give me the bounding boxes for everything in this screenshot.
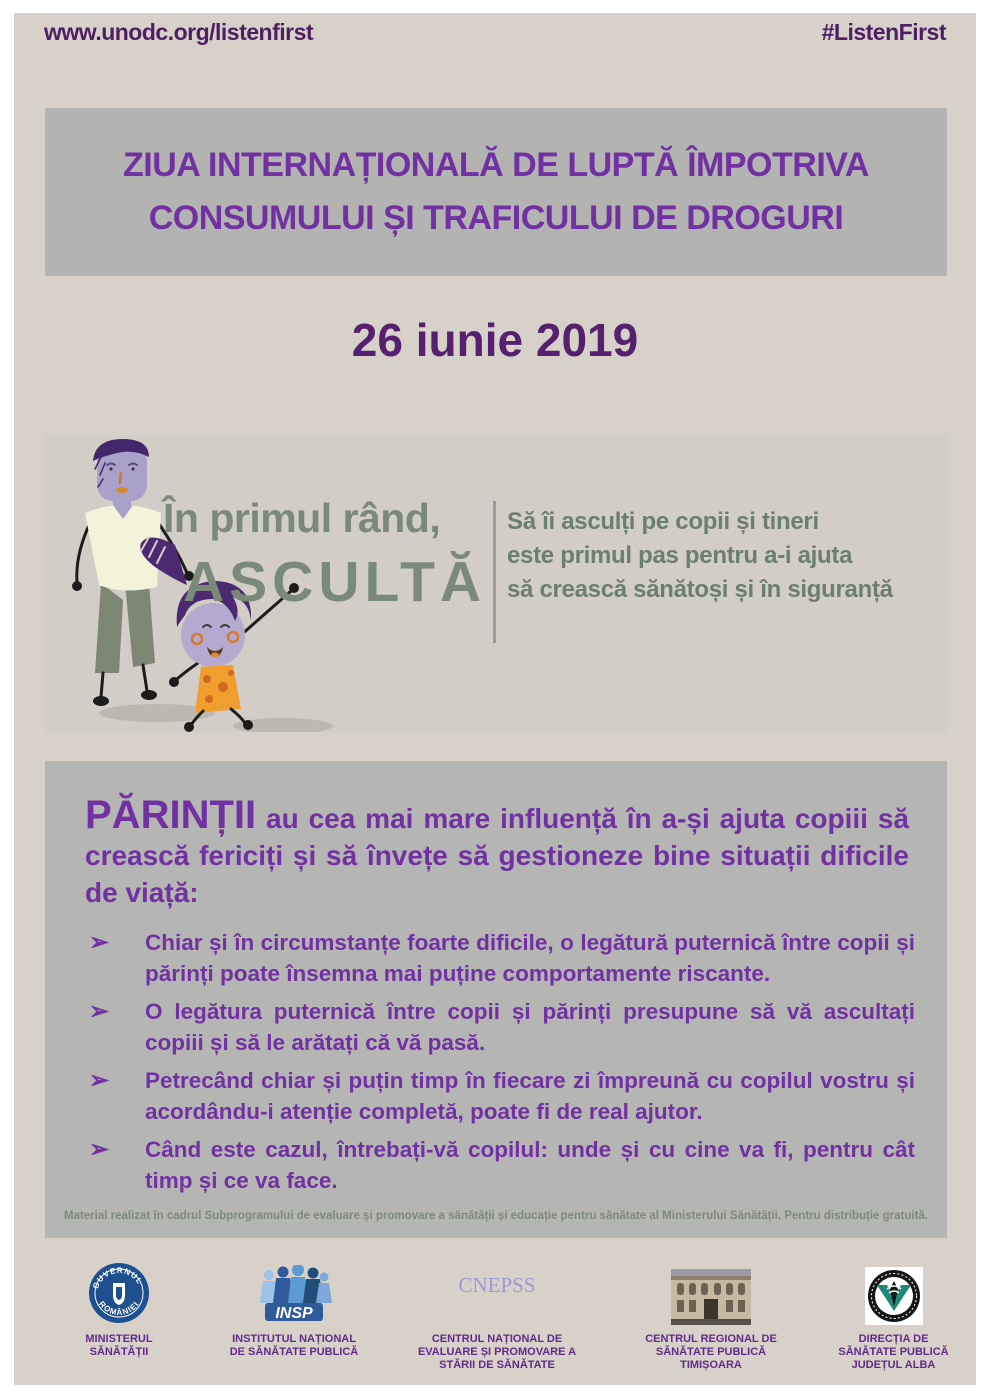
- logo-label-line: EVALUARE ȘI PROMOVARE A: [417, 1346, 577, 1358]
- poster-canvas: [14, 13, 976, 1385]
- logo-label-line: INSTITUTUL NAȚIONAL: [232, 1333, 356, 1345]
- distribution-note: Material realizat în cadrul Subprogramului de evaluare și promovare a sănătății și educație pentru sănătate al Ministerului Sănătății. Pentru distribuție gratuită.: [63, 1210, 928, 1222]
- logo-label-line: DIRECȚIA DE: [858, 1333, 929, 1345]
- logo-label-line: MINISTERUL: [85, 1333, 153, 1345]
- svg-text:ROMÂNIEI: ROMÂNIEI: [97, 1299, 142, 1318]
- logo-label-line: STĂRII DE SĂNĂTATE: [439, 1359, 555, 1371]
- logo-insp: [204, 1265, 384, 1359]
- logo-label-line: SĂNĂTĂȚII: [89, 1346, 149, 1358]
- listen-first-banner: [45, 435, 947, 732]
- arrow-bullet-icon: ➢: [89, 1067, 110, 1094]
- logo-label-line: SĂNĂTATE PUBLICĂ: [655, 1346, 767, 1358]
- poster-title-line1: ZIUA INTERNAȚIONALĂ DE LUPTĂ ÎMPOTRIVA: [123, 146, 869, 184]
- poster-title-line2: CONSUMULUI ȘI TRAFICULUI DE DROGURI: [148, 199, 844, 237]
- lead-paragraph: [85, 793, 909, 911]
- unodc-url: www.unodc.org/listenfirst: [44, 19, 314, 45]
- svg-text:INSP: INSP: [275, 1305, 313, 1322]
- dsp-alba-seal-icon: [865, 1267, 923, 1325]
- hashtag: #ListenFirst: [821, 19, 946, 45]
- insp-people-logo-icon: [251, 1265, 337, 1325]
- banner-caption: [507, 505, 893, 607]
- logo-crsp-timisoara: [616, 1265, 806, 1372]
- logo-label-line: CENTRUL NAȚIONAL DE: [431, 1333, 563, 1345]
- caption-line: să crească sănătoși și în siguranță: [507, 576, 893, 603]
- header-bar: [44, 19, 946, 46]
- bullet-text: O legătura puternică între copii și părinți presupune să vă ascultați copiii și să le arătați că vă pasă.: [145, 999, 915, 1055]
- bullet-text: Când este cazul, întrebați-vă copilul: unde și cu cine va fi, pentru cât timp și ce va face.: [145, 1137, 915, 1193]
- parents-advice-box: [45, 761, 947, 1238]
- logo-label-line: DE SĂNĂTATE PUBLICĂ: [229, 1346, 359, 1358]
- logo-cnepss: [402, 1265, 592, 1372]
- caption-line: este primul pas pentru a-i ajuta: [507, 542, 853, 569]
- lead-rest: au cea mai mare influență în a-și ajuta copiii să crească fericiți și să învețe să gestioneze bine situații dificile de viață:: [85, 803, 909, 908]
- logo-label-line: CENTRUL REGIONAL DE: [645, 1333, 777, 1345]
- list-item: [85, 1065, 915, 1127]
- slogan-line1: În primul rând,: [163, 495, 441, 541]
- svg-text:GUVERNUL: GUVERNUL: [91, 1265, 145, 1291]
- bullet-text: Petrecând chiar și puțin timp în fiecare zi împreună cu copilul vostru și acordându-i atenție completă, poate fi de real ajutor.: [145, 1068, 915, 1124]
- list-item: [85, 927, 915, 989]
- list-item: [85, 1134, 915, 1196]
- vertical-divider: [493, 501, 496, 643]
- event-date: 26 iunie 2019: [351, 314, 639, 366]
- advice-list: [85, 927, 915, 1203]
- title-box: [45, 108, 947, 276]
- logo-ministerul-sanatatii: [54, 1265, 184, 1359]
- logo-label-line: SĂNĂTATE PUBLICĂ: [838, 1346, 949, 1358]
- logo-dsp-alba: [806, 1265, 981, 1372]
- timisoara-building-photo-icon: [671, 1269, 751, 1325]
- caption-line: Să îi asculți pe copii și tineri: [507, 508, 819, 535]
- logo-label-line: TIMIȘOARA: [680, 1359, 742, 1371]
- bullet-text: Chiar și în circumstanțe foarte dificile, o legătură puternică între copii și părinți poate însemna mai puține comportamente riscante.: [145, 930, 915, 986]
- list-item: [85, 996, 915, 1058]
- arrow-bullet-icon: ➢: [89, 1136, 110, 1163]
- arrow-bullet-icon: ➢: [89, 929, 110, 956]
- guvernul-romaniei-seal-icon: [87, 1261, 151, 1325]
- arrow-bullet-icon: ➢: [89, 998, 110, 1025]
- lead-strong: PĂRINȚII: [85, 793, 257, 837]
- slogan-line2: ASCULTĂ: [183, 550, 487, 614]
- cnepss-wordmark: CNEPSS: [458, 1273, 536, 1297]
- footer-logos: [14, 1265, 976, 1395]
- logo-label-line: JUDEȚUL ALBA: [851, 1359, 936, 1371]
